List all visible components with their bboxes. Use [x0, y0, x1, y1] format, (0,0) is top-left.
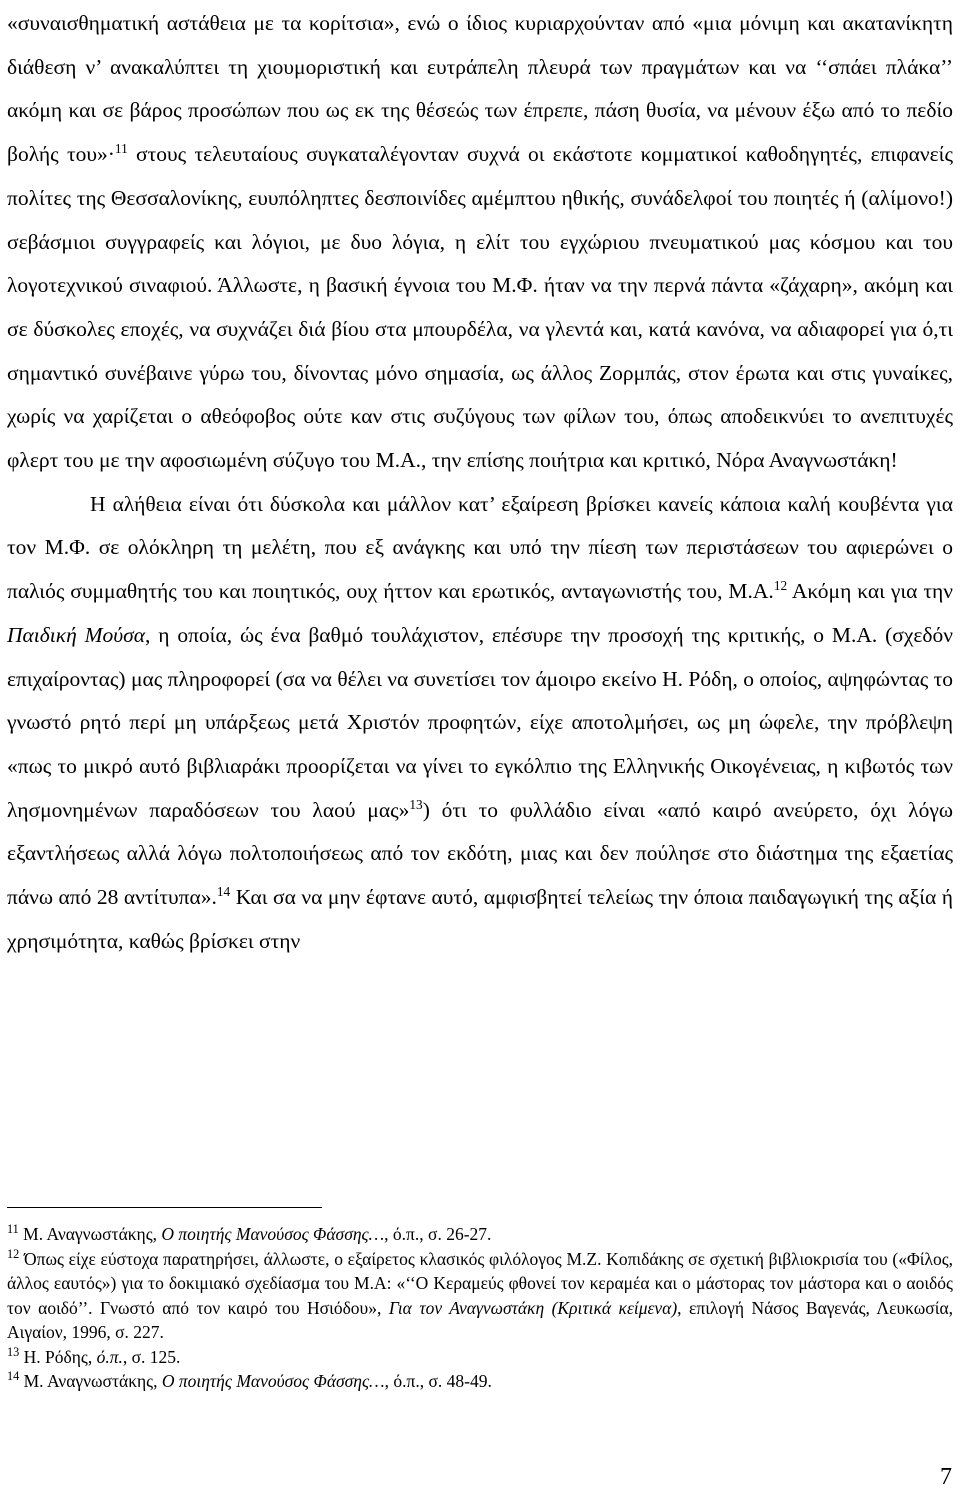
footnote-ref-13[interactable]: 13 — [409, 796, 423, 812]
page-number: 7 — [940, 1464, 952, 1490]
footnote-italic: Ο ποιητής Μανούσος Φάσσης… — [161, 1371, 385, 1391]
footnotes — [7, 1222, 953, 1394]
footnote-number: 12 — [7, 1246, 20, 1261]
book-title-italic: Παιδική Μούσα — [7, 622, 146, 647]
footnote-text: , σ. 125. — [122, 1346, 181, 1367]
paragraph-2-text-d: ) ότι το φυλλάδιο είναι «από καιρό ανεύρετο, όχι λόγω εξαντλήσεως αλλά λόγω πολτοποιήσεως από τον εκδότη, μιας και δεν πούλησε στο διάστημα της εξαετίας πάνω από 28 αντίτυπα». — [7, 797, 953, 910]
paragraph-1 — [7, 2, 953, 483]
paragraph-2-text: Η αλήθεια είναι ότι δύσκολα και μάλλον κατ’ εξαίρεση βρίσκει κανείς κάποια καλή κουβέντα για τον Μ.Φ. σε ολόκληρη τη μελέτη, που εξ ανάγκης και υπό την πίεση των περιστάσεων του αφιερώνει ο παλιός συμμαθητής του και ποιητικός, ουχ ήττον και ερωτικός, ανταγωνιστής του, Μ.Α. — [7, 491, 953, 604]
footnote-text: Μ. Αναγνωστάκης, — [18, 1224, 162, 1244]
footnote-italic: Για τον Αναγνωστάκη (Κριτικά κείμενα) — [388, 1297, 678, 1318]
footnote-ref-14[interactable]: 14 — [216, 883, 231, 899]
footnote-11 — [7, 1222, 953, 1247]
footnote-14 — [7, 1369, 953, 1394]
footnote-text: Η. Ρόδης, — [19, 1346, 97, 1367]
footnote-12 — [7, 1247, 953, 1345]
paragraph-2-text-e: Και σα να μην έφτανε αυτό, αμφισβητεί τελείως την όποια παιδαγωγική της αξία ή χρησιμότητα, καθώς βρίσκει στην — [7, 885, 954, 953]
paragraph-2-text-c: , η οποία, ώς ένα βαθμό τουλάχιστον, επέσυρε την προσοχή της κριτικής, ο Μ.Α. (σχεδόν επιχαίροντας) μας πληροφορεί (σα να θέλει να συνετίσει τον άμοιρο εκείνο Η. Ρόδη, ο οποίος, αψηφώντας το γνωστό ρητό περί μη υπάρξεως μετά Χριστόν προφητών, είχε αποτολμήσει, ως μη ώφελε, την πρόβλεψη «πως το μικρό αυτό βιβλιαράκι προορίζεται να γίνει το εγκόλπιο της Ελληνικής Οικογένειας, η κιβωτός των λησμονημένων παραδόσεων του λαού μας» — [7, 622, 954, 822]
paragraph-1-text-cont: στους τελευταίους συγκαταλέγονταν συχνά οι εκάστοτε κομματικοί καθοδηγητές, επιφανείς πολίτες της Θεσσαλονίκης, ευυπόληπτες δεσποινίδες αμέμπτου ηθικής, συνάδελφοί του ποιητές ή (αλίμονο!) σεβάσμιοι συγγραφείς και λόγιοι, με δυο λόγια, η ελίτ του εγχώριου πνευματικού μας κόσμου και του λογοτεχνικού σιναφιού. Άλλωστε, η βασική έγνοια του Μ.Φ. ήταν να την περνά πάντα «ζάχαρη», ακόμη και σε δύσκολες εποχές, να συχνάζει διά βίου στα μπουρδέλα, να γλεντά και, κατά κανόνα, να αδιαφορεί για ό,τι σημαντικό συνέβαινε γύρω του, δίνοντας μόνο σημασία, ως άλλος Ζορμπάς, στον έρωτα και στις γυναίκες, χωρίς να χαρίζεται ο αθεόφοβος ούτε καν στις συζύγους των φίλων του, όπως αποδεικνύει το ανεπιτυχές φλερτ του με την αφοσιωμένη σύζυγο του Μ.Α., την επίσης ποιήτρια και κριτικό, Νόρα Αναγνωστάκη! — [7, 142, 953, 473]
footnote-number: 11 — [7, 1222, 19, 1237]
footnote-number: 13 — [7, 1344, 20, 1359]
paragraph-2 — [7, 483, 953, 964]
main-text — [7, 2, 953, 963]
footnote-text: Όπως είχε εύστοχα παρατηρήσει, άλλωστε, ο εξαίρετος κλασικός φιλόλογος Μ.Ζ. Κοπιδάκης σε σχετική βιβλιοκρισία του («Φίλος, άλλος εαυτός») για το δοκιμιακό σχεδίασμα του Μ.Α: «‘‘Ο Κεραμεύς φθονεί τον κεραμέα και ο μάστορας τον μάστορα και ο αοιδός τον αοιδό’’. Γνωστό από τον καιρό του Ησιόδου», — [7, 1248, 953, 1318]
footnote-text: , ό.π., σ. 48-49. — [384, 1371, 492, 1391]
footnote-italic: ό.π. — [96, 1346, 123, 1367]
footnote-text: , ό.π., σ. 26-27. — [384, 1224, 492, 1244]
footnote-ref-11[interactable]: 11 — [114, 140, 128, 156]
footnote-13 — [7, 1345, 953, 1370]
paragraph-2-text-b: Ακόμη και για την — [787, 579, 953, 604]
footnote-ref-12[interactable]: 12 — [773, 577, 788, 593]
footnote-separator — [7, 1207, 322, 1208]
paragraph-1-text: «συναισθηματική αστάθεια με τα κορίτσια», ενώ ο ίδιος κυριαρχούνταν από «μια μόνιμη και ακατανίκητη διάθεση ν’ ανακαλύπτει τη χιουμοριστική και ευτράπελη πλευρά των πραγμάτων και να ‘‘σπάει πλάκα’’ ακόμη και σε βάρος προσώπων που ως εκ της θέσεώς των έπρεπε, πάση θυσία, να μένουν έξω από το πεδίο βολής του»· — [7, 11, 953, 167]
footnote-text: , επιλογή Νάσος Βαγενάς, Λευκωσία, Αιγαίον, 1996, σ. 227. — [7, 1297, 953, 1342]
footnote-text: Μ. Αναγνωστάκης, — [19, 1371, 162, 1391]
footnote-italic: Ο ποιητής Μανούσος Φάσσης… — [161, 1224, 385, 1244]
footnote-number: 14 — [7, 1369, 20, 1384]
